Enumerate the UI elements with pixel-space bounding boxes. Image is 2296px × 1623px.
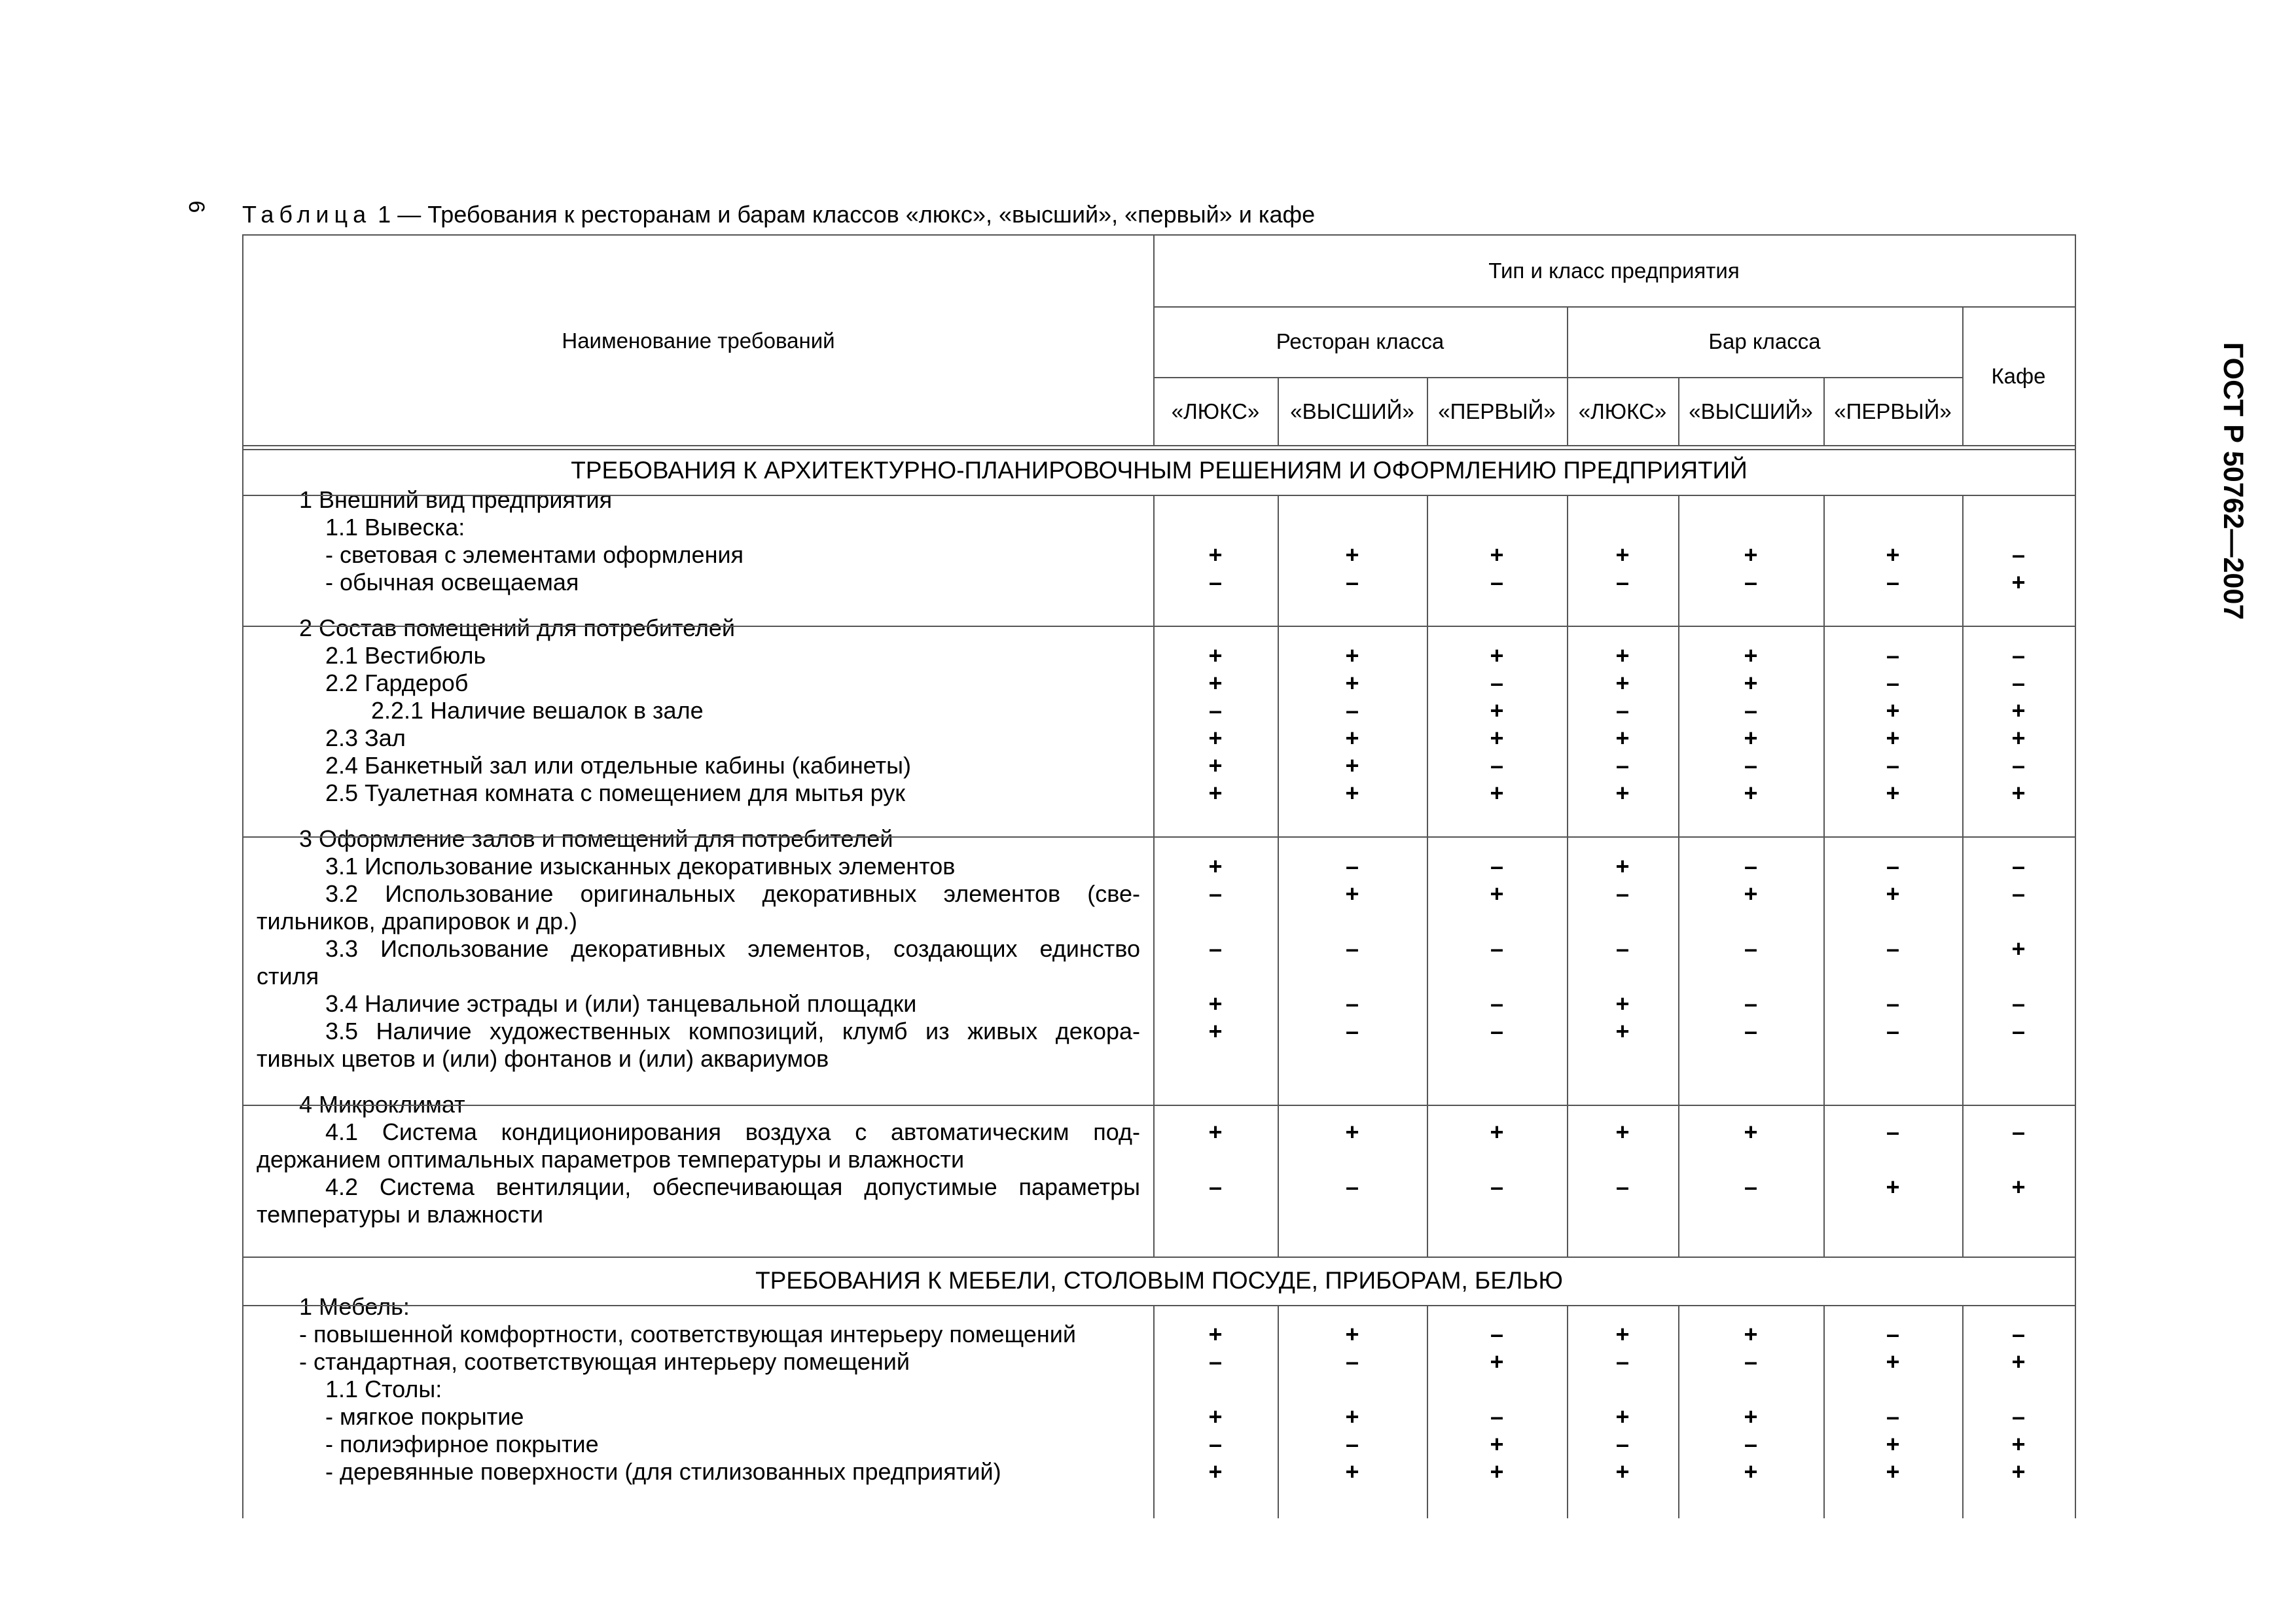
requirement-text: 4.1 Система кондиционирования воздуха с автоматическим под-	[325, 1118, 1140, 1145]
mark-plus: +	[1615, 1018, 1630, 1044]
grid-line	[1278, 377, 1279, 446]
grid-line	[243, 445, 2075, 446]
mark-plus: +	[2011, 697, 2026, 724]
mark-plus: +	[1490, 1348, 1504, 1375]
mark-plus: +	[1615, 669, 1630, 696]
requirement-text: - полиэфирное покрытие	[325, 1431, 599, 1457]
requirement-text: 2.4 Банкетный зал или отдельные кабины (кабинеты)	[325, 752, 911, 779]
mark-plus: +	[1345, 541, 1359, 568]
mark-minus: –	[1490, 1018, 1504, 1044]
mark-plus: +	[1886, 1431, 1900, 1457]
mark-plus: +	[1208, 1321, 1223, 1347]
grid-line	[1427, 495, 1428, 1257]
header-type-class: Тип и класс предприятия	[1488, 259, 1740, 283]
mark-minus: –	[1615, 880, 1630, 907]
mark-plus: +	[1615, 1118, 1630, 1145]
mark-plus: +	[1345, 779, 1359, 806]
mark-plus: +	[1208, 1118, 1223, 1145]
mark-minus: –	[1886, 1403, 1900, 1430]
requirement-text: 1.1 Вывеска:	[325, 514, 465, 541]
header-class-restaurant-first: «ПЕРВЫЙ»	[1438, 399, 1556, 423]
mark-minus: –	[1615, 1173, 1630, 1200]
mark-plus: +	[1615, 642, 1630, 669]
grid-line	[243, 449, 2075, 450]
mark-minus: –	[1886, 1018, 1900, 1044]
mark-plus: +	[1345, 724, 1359, 751]
mark-minus: –	[1345, 935, 1359, 962]
mark-plus: +	[1744, 1321, 1758, 1347]
requirement-text: 3.4 Наличие эстрады и (или) танцевальной площадки	[325, 990, 917, 1017]
mark-minus: –	[1490, 853, 1504, 880]
requirement-text: 2.3 Зал	[325, 724, 406, 751]
mark-minus: –	[1208, 1173, 1223, 1200]
header-restaurant-class: Ресторан класса	[1276, 329, 1444, 353]
mark-plus: +	[2011, 779, 2026, 806]
page-number: 6	[184, 200, 209, 213]
mark-plus: +	[1744, 1403, 1758, 1430]
mark-minus: –	[1744, 569, 1758, 596]
mark-minus: –	[1345, 697, 1359, 724]
mark-minus: –	[1744, 1348, 1758, 1375]
grid-line	[243, 1305, 2075, 1306]
mark-minus: –	[1744, 752, 1758, 779]
mark-minus: –	[1490, 990, 1504, 1017]
grid-line	[1962, 495, 1964, 1257]
mark-plus: +	[2011, 935, 2026, 962]
requirement-text: стиля	[257, 963, 319, 990]
grid-line	[1823, 377, 1825, 446]
requirement-text: тильников, драпировок и др.)	[257, 908, 577, 935]
mark-plus: +	[1886, 1173, 1900, 1200]
grid-line	[1278, 1305, 1279, 1518]
grid-line	[1823, 1305, 1825, 1518]
mark-plus: +	[2011, 569, 2026, 596]
grid-line	[1823, 495, 1825, 1257]
section-furniture-title: ТРЕБОВАНИЯ К МЕБЕЛИ, СТОЛОВЫМ ПОСУДЕ, ПРИБОРАМ, БЕЛЬЮ	[755, 1267, 1563, 1294]
requirement-text: - деревянные поверхности (для стилизованных предприятий)	[325, 1458, 1001, 1485]
mark-plus: +	[1615, 541, 1630, 568]
mark-plus: +	[1744, 642, 1758, 669]
mark-minus: –	[1886, 935, 1900, 962]
mark-minus: –	[1615, 752, 1630, 779]
grid-line	[1962, 306, 1964, 446]
mark-minus: –	[1345, 990, 1359, 1017]
requirement-text: - повышенной комфортности, соответствующая интерьеру помещений	[299, 1321, 1076, 1347]
mark-minus: –	[1490, 935, 1504, 962]
mark-plus: +	[2011, 1173, 2026, 1200]
grid-line	[1153, 306, 2075, 308]
mark-minus: –	[1886, 1118, 1900, 1145]
mark-minus: –	[2011, 541, 2026, 568]
mark-minus: –	[2011, 1018, 2026, 1044]
mark-minus: –	[2011, 642, 2026, 669]
mark-plus: +	[2011, 1431, 2026, 1457]
header-class-restaurant-lux: «ЛЮКС»	[1171, 399, 1260, 423]
mark-minus: –	[1886, 642, 1900, 669]
grid-line	[1678, 495, 1679, 1257]
mark-plus: +	[1345, 1118, 1359, 1145]
grid-line	[1278, 495, 1279, 1257]
requirement-text: - стандартная, соответствующая интерьеру помещений	[299, 1348, 910, 1375]
mark-plus: +	[1208, 541, 1223, 568]
mark-plus: +	[1490, 880, 1504, 907]
requirement-text: 2.2.1 Наличие вешалок в зале	[371, 697, 704, 724]
mark-plus: +	[1345, 1458, 1359, 1485]
grid-line	[1678, 1305, 1679, 1518]
mark-plus: +	[1208, 1458, 1223, 1485]
mark-plus: +	[1345, 1321, 1359, 1347]
mark-plus: +	[1208, 669, 1223, 696]
grid-line	[1153, 236, 1155, 446]
mark-plus: +	[2011, 724, 2026, 751]
mark-plus: +	[1886, 1348, 1900, 1375]
grid-line	[243, 495, 2075, 496]
mark-minus: –	[1744, 1018, 1758, 1044]
mark-minus: –	[1886, 853, 1900, 880]
mark-minus: –	[2011, 752, 2026, 779]
mark-plus: +	[1490, 541, 1504, 568]
requirement-text: - обычная освещаемая	[325, 569, 579, 596]
table-caption-word: Таблица	[242, 201, 372, 228]
mark-minus: –	[1490, 669, 1504, 696]
mark-minus: –	[1345, 1018, 1359, 1044]
mark-plus: +	[1345, 752, 1359, 779]
requirement-text: 2 Состав помещений для потребителей	[299, 615, 736, 641]
mark-minus: –	[1345, 853, 1359, 880]
mark-plus: +	[1345, 642, 1359, 669]
mark-plus: +	[1744, 880, 1758, 907]
mark-plus: +	[1345, 669, 1359, 696]
mark-minus: –	[1744, 1173, 1758, 1200]
mark-plus: +	[1345, 1403, 1359, 1430]
mark-minus: –	[1208, 569, 1223, 596]
header-class-bar-lux: «ЛЮКС»	[1578, 399, 1667, 423]
header-class-bar-highest: «ВЫСШИЙ»	[1689, 399, 1813, 423]
mark-plus: +	[1490, 724, 1504, 751]
requirement-text: 3.3 Использование декоративных элементов, создающих единство	[325, 935, 1140, 962]
mark-minus: –	[1490, 569, 1504, 596]
mark-minus: –	[2011, 990, 2026, 1017]
mark-minus: –	[1208, 1348, 1223, 1375]
mark-plus: +	[1615, 990, 1630, 1017]
mark-minus: –	[1208, 697, 1223, 724]
mark-minus: –	[1744, 853, 1758, 880]
requirement-text: держанием оптимальных параметров температуры и влажности	[257, 1146, 965, 1173]
grid-line	[1567, 495, 1568, 1257]
mark-minus: –	[1886, 669, 1900, 696]
table-caption	[242, 198, 1315, 231]
mark-minus: –	[1208, 1431, 1223, 1457]
grid-line	[1567, 306, 1568, 446]
mark-plus: +	[1208, 1403, 1223, 1430]
mark-plus: +	[1886, 779, 1900, 806]
mark-plus: +	[1744, 779, 1758, 806]
mark-plus: +	[1208, 1018, 1223, 1044]
mark-plus: +	[1615, 779, 1630, 806]
mark-minus: –	[1886, 1321, 1900, 1347]
mark-minus: –	[2011, 1403, 2026, 1430]
document-standard-code: ГОСТ Р 50762—2007	[2217, 342, 2249, 620]
mark-minus: –	[1886, 990, 1900, 1017]
requirement-text: 1 Мебель:	[299, 1293, 410, 1320]
mark-plus: +	[1208, 642, 1223, 669]
mark-minus: –	[1490, 1173, 1504, 1200]
requirement-text: 3.5 Наличие художественных композиций, клумб из живых декора-	[325, 1018, 1140, 1044]
grid-line	[1153, 377, 1962, 378]
mark-minus: –	[1886, 569, 1900, 596]
mark-plus: +	[1744, 724, 1758, 751]
mark-minus: –	[1208, 880, 1223, 907]
mark-minus: –	[1345, 1431, 1359, 1457]
mark-minus: –	[1615, 697, 1630, 724]
mark-minus: –	[1490, 1321, 1504, 1347]
mark-plus: +	[2011, 1348, 2026, 1375]
mark-minus: –	[1744, 697, 1758, 724]
grid-line	[243, 1257, 2075, 1258]
grid-line	[1153, 1305, 1155, 1518]
requirement-text: тивных цветов и (или) фонтанов и (или) аквариумов	[257, 1045, 829, 1072]
header-name-col: Наименование требований	[562, 329, 835, 353]
mark-minus: –	[1345, 1348, 1359, 1375]
mark-minus: –	[1490, 752, 1504, 779]
mark-minus: –	[1615, 935, 1630, 962]
mark-minus: –	[1615, 1348, 1630, 1375]
requirement-text: 1 Внешний вид предприятия	[299, 486, 613, 513]
mark-plus: +	[1615, 1321, 1630, 1347]
mark-plus: +	[1886, 880, 1900, 907]
requirement-text: 4.2 Система вентиляции, обеспечивающая допустимые параметры	[325, 1173, 1140, 1200]
mark-plus: +	[1615, 853, 1630, 880]
mark-plus: +	[2011, 1458, 2026, 1485]
grid-line	[1567, 1305, 1568, 1518]
header-bar-class: Бар класса	[1708, 329, 1821, 353]
mark-plus: +	[1744, 1118, 1758, 1145]
mark-plus: +	[1744, 1458, 1758, 1485]
mark-plus: +	[1744, 541, 1758, 568]
mark-minus: –	[1744, 1431, 1758, 1457]
mark-plus: +	[1886, 724, 1900, 751]
requirement-text: 4 Микроклимат	[299, 1091, 465, 1118]
requirement-text: температуры и влажности	[257, 1201, 544, 1228]
mark-minus: –	[1615, 1431, 1630, 1457]
requirement-text: 2.2 Гардероб	[325, 669, 469, 696]
grid-line	[1962, 1305, 1964, 1518]
mark-plus: +	[1615, 1403, 1630, 1430]
requirement-text: 2.5 Туалетная комната с помещением для мытья рук	[325, 779, 906, 806]
mark-plus: +	[1490, 697, 1504, 724]
mark-plus: +	[1886, 697, 1900, 724]
header-class-restaurant-highest: «ВЫСШИЙ»	[1290, 399, 1414, 423]
mark-minus: –	[1744, 935, 1758, 962]
mark-plus: +	[1208, 779, 1223, 806]
mark-plus: +	[1744, 669, 1758, 696]
mark-plus: +	[1345, 880, 1359, 907]
mark-plus: +	[1208, 990, 1223, 1017]
mark-minus: –	[1615, 569, 1630, 596]
grid-line	[1427, 377, 1428, 446]
mark-plus: +	[1886, 541, 1900, 568]
grid-line	[243, 626, 2075, 627]
mark-plus: +	[1490, 1118, 1504, 1145]
mark-minus: –	[1490, 1403, 1504, 1430]
mark-plus: +	[1615, 1458, 1630, 1485]
mark-minus: –	[2011, 1118, 2026, 1145]
header-cafe: Кафе	[1991, 364, 2046, 388]
grid-line	[1427, 1305, 1428, 1518]
requirement-text: - световая с элементами оформления	[325, 541, 744, 568]
mark-plus: +	[1615, 724, 1630, 751]
header-class-bar-first: «ПЕРВЫЙ»	[1834, 399, 1952, 423]
mark-minus: –	[1886, 752, 1900, 779]
mark-minus: –	[1744, 990, 1758, 1017]
mark-plus: +	[1490, 779, 1504, 806]
mark-minus: –	[1208, 935, 1223, 962]
mark-minus: –	[1345, 1173, 1359, 1200]
mark-plus: +	[1490, 1458, 1504, 1485]
mark-plus: +	[1208, 752, 1223, 779]
table-caption-text: — Требования к ресторанам и барам классов «люкс», «высший», «первый» и кафе	[397, 201, 1316, 228]
mark-minus: –	[2011, 853, 2026, 880]
mark-plus: +	[1886, 1458, 1900, 1485]
mark-plus: +	[1490, 1431, 1504, 1457]
mark-minus: –	[2011, 1321, 2026, 1347]
grid-line	[243, 836, 2075, 838]
mark-plus: +	[1208, 724, 1223, 751]
section-architecture-title: ТРЕБОВАНИЯ К АРХИТЕКТУРНО-ПЛАНИРОВОЧНЫМ РЕШЕНИЯМ И ОФОРМЛЕНИЮ ПРЕДПРИЯТИЙ	[571, 457, 1748, 484]
mark-minus: –	[1345, 569, 1359, 596]
mark-minus: –	[2011, 669, 2026, 696]
mark-plus: +	[1208, 853, 1223, 880]
requirement-text: 2.1 Вестибюль	[325, 642, 486, 669]
table-caption-number: 1	[378, 201, 391, 228]
grid-line	[1153, 495, 1155, 1257]
mark-minus: –	[2011, 880, 2026, 907]
requirement-text: 3.1 Использование изысканных декоративных элементов	[325, 853, 956, 880]
requirement-text: 1.1 Столы:	[325, 1376, 442, 1402]
grid-line	[243, 1105, 2075, 1106]
requirement-text: 3.2 Использование оригинальных декоративных элементов (све-	[325, 880, 1140, 907]
requirement-text: 3 Оформление залов и помещений для потребителей	[299, 825, 893, 852]
requirements-table	[242, 234, 2076, 1518]
grid-line	[1678, 377, 1679, 446]
requirement-text: - мягкое покрытие	[325, 1403, 524, 1430]
mark-plus: +	[1490, 642, 1504, 669]
